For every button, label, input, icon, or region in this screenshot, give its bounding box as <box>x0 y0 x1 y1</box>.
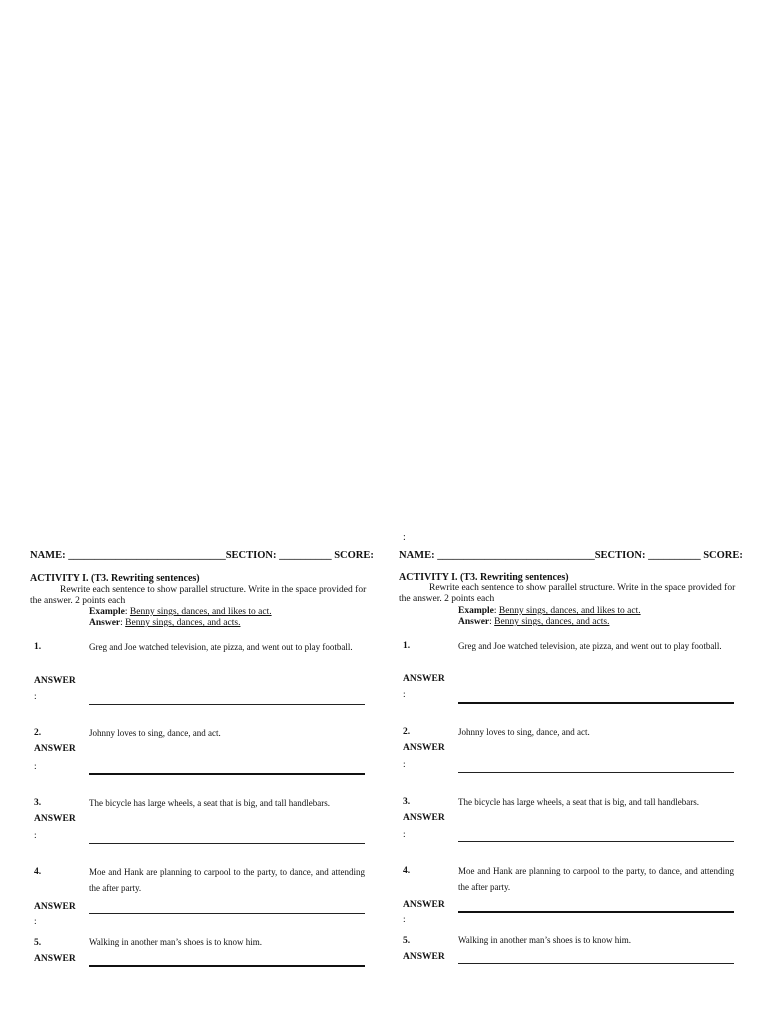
question-number: 4. <box>403 866 411 876</box>
question-number: 3. <box>403 797 411 807</box>
question-number: 3. <box>34 798 42 808</box>
activity-title: ACTIVITY I. (T3. Rewriting sentences) <box>30 573 200 584</box>
answer-colon: : <box>403 830 406 840</box>
question-text: Walking in another man’s shoes is to know him. <box>458 935 632 945</box>
answer-line[interactable] <box>89 913 365 914</box>
answer-label: ANSWER <box>34 902 76 912</box>
answer-line[interactable] <box>89 843 365 844</box>
answer-label: ANSWER <box>403 900 445 910</box>
question-text: The bicycle has large wheels, a seat that is big, and tall handlebars. <box>89 798 331 808</box>
answer-label: ANSWER <box>403 813 445 823</box>
answer-line[interactable] <box>458 772 734 773</box>
answer-colon: : <box>403 915 406 925</box>
question-number: 5. <box>403 936 411 946</box>
question-text: Johnny loves to sing, dance, and act. <box>458 727 590 737</box>
example-answer-label: Answer <box>458 617 490 627</box>
question-number: 2. <box>403 727 411 737</box>
answer-label: ANSWER <box>34 676 76 686</box>
answer-colon: : <box>403 690 406 700</box>
answer-line[interactable] <box>89 773 365 775</box>
example-text: Benny sings, dances, and likes to act. <box>129 607 272 617</box>
answer-label: ANSWER <box>34 744 76 754</box>
example-answer-text: Benny sings, dances, and acts. <box>125 618 241 628</box>
example-answer-label: Answer <box>89 618 121 628</box>
answer-line[interactable] <box>89 965 365 967</box>
question-text: The bicycle has large wheels, a seat that is big, and tall handlebars. <box>458 797 700 807</box>
question-text: Greg and Joe watched television, ate pizza, and went out to play football. <box>458 641 722 651</box>
answer-colon: : <box>403 760 406 770</box>
activity-instructions: Rewrite each sentence to show parallel structure. Write in the space provided for the answer. 2 points each <box>399 583 736 604</box>
example-line: Example: Benny sings, dances, and likes to act. <box>458 606 641 616</box>
answer-colon: : <box>34 917 37 927</box>
question-number: 2. <box>34 728 42 738</box>
answer-colon: : <box>34 831 37 841</box>
question-number: 1. <box>34 642 42 652</box>
answer-label: ANSWER <box>403 674 445 684</box>
question-text: Johnny loves to sing, dance, and act. <box>89 728 221 738</box>
answer-label: ANSWER <box>403 743 445 753</box>
name-section-score-line: NAME: ______________________________SECTION: __________ SCORE: <box>30 550 374 561</box>
question-text: Moe and Hank are planning to carpool to the party, to dance, and attending the after party. <box>89 867 365 893</box>
question-text: Walking in another man’s shoes is to know him. <box>89 937 263 947</box>
answer-label: ANSWER <box>403 952 445 962</box>
question-text: Moe and Hank are planning to carpool to the party, to dance, and attending the after party. <box>458 866 734 892</box>
question-number: 1. <box>403 641 411 651</box>
example-line: Example: Benny sings, dances, and likes to act. <box>89 607 272 617</box>
example-label: Example <box>89 607 125 617</box>
answer-label: ANSWER <box>34 814 76 824</box>
question-number: 4. <box>34 867 42 877</box>
answer-colon: : <box>34 692 37 702</box>
question-number: 5. <box>34 938 42 948</box>
example-label: Example <box>458 606 494 616</box>
question-text: Greg and Joe watched television, ate pizza, and went out to play football. <box>89 642 353 652</box>
answer-label: ANSWER <box>34 954 76 964</box>
answer-line[interactable] <box>458 911 734 913</box>
answer-line[interactable] <box>458 702 734 704</box>
answer-colon: : <box>34 762 37 772</box>
name-section-score-line: NAME: ______________________________SECTION: __________ SCORE: <box>399 550 743 561</box>
example-answer-line: Answer: Benny sings, dances, and acts. <box>458 617 610 627</box>
stray-colon: : <box>403 532 406 543</box>
answer-line[interactable] <box>458 841 734 842</box>
example-answer-line: Answer: Benny sings, dances, and acts. <box>89 618 241 628</box>
activity-title: ACTIVITY I. (T3. Rewriting sentences) <box>399 572 569 583</box>
activity-instructions: Rewrite each sentence to show parallel structure. Write in the space provided for the answer. 2 points each <box>30 585 367 606</box>
answer-line[interactable] <box>458 963 734 964</box>
example-text: Benny sings, dances, and likes to act. <box>498 606 641 616</box>
example-answer-text: Benny sings, dances, and acts. <box>494 617 610 627</box>
answer-line[interactable] <box>89 704 365 705</box>
